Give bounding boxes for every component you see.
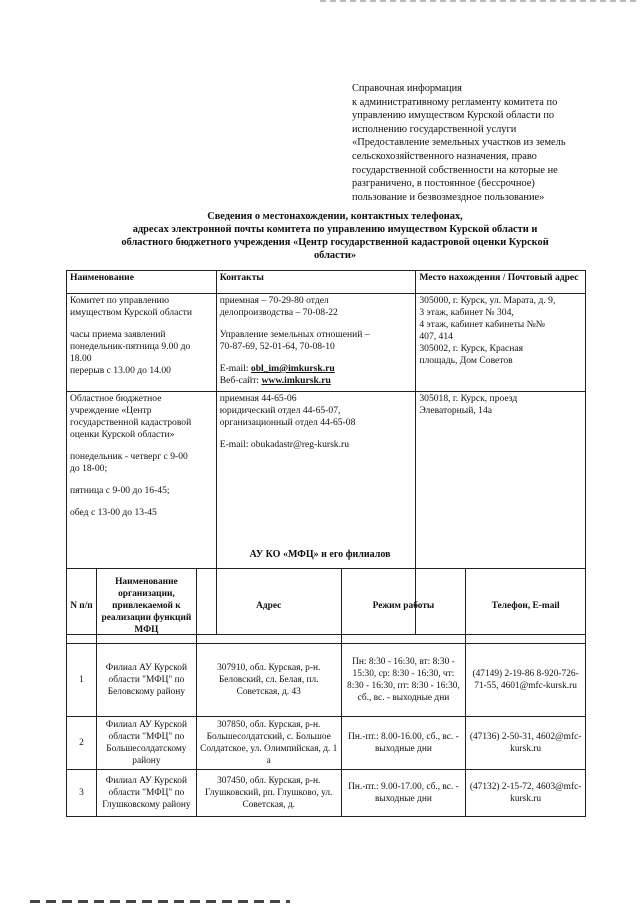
ref-line: разграничено, в постоянное (бессрочное) xyxy=(352,178,535,190)
header-phone: Телефон, E-mail xyxy=(466,569,586,644)
ref-line: государственной собственности на которые не xyxy=(352,164,558,176)
scan-artifact-top xyxy=(320,0,640,2)
institution-email[interactable]: E-mail: obukadastr@reg-kursk.ru xyxy=(219,439,349,450)
mfc-subtitle: АУ КО «МФЦ» и его филиалов xyxy=(249,549,391,560)
title-line: адресах электронной почты комитета по управлению имуществом Курской области и xyxy=(132,224,538,235)
table-row: 3 Филиал АУ Курской области "МФЦ" по Глушковскому району 307450, обл. Курская, р-н. Глушковский, рп. Глушково, ул. Советская, д. Пн.-пт.: 9.00-17.00, сб., вс. - выходные дни (47132) 2-15-72, 4603@mfc-kursk.ru xyxy=(67,770,586,817)
ref-line: пользование и безвозмездное пользование» xyxy=(352,191,545,203)
table-row: 1 Филиал АУ Курской области "МФЦ" по Беловскому району 307910, обл. Курская, р-н. Беловский, сл. Белая, пл. Советская, д. 43 Пн: 8:30 - 16:30, вт: 8:30 - 15:30, ср: 8:30 - 16:30, чт: 8:30 - 16:30, пт: 8:30 - 16:30, сб., вс. - выходные дни (47149) 2-19-86 8-920-726-71-55, 4601@mfc-kursk.ru xyxy=(67,644,586,717)
header-name: Наименование xyxy=(67,271,217,294)
header-address: Место нахождения / Почтовый адрес xyxy=(416,271,586,294)
committee-website-link[interactable]: www.imkursk.ru xyxy=(261,375,331,386)
document-title xyxy=(100,210,570,262)
ref-line: Справочная информация xyxy=(352,83,462,94)
ref-line: «Предоставление земельных участков из земель xyxy=(352,137,566,149)
mfc-table xyxy=(66,568,586,817)
reference-info xyxy=(352,82,612,204)
header-organization: Наименование организации, привлекаемой к реализации функций МФЦ xyxy=(96,569,196,644)
committee-name-cell: Комитет по управлению имуществом Курской области часы приема заявлений понедельник-пятница 9.00 до 18.00 перерыв с 13.00 до 14.00 xyxy=(67,294,217,392)
committee-address-cell: 305000, г. Курск, ул. Марата, д. 9, 3 этаж, кабинет № 304, 4 этаж, кабинет кабинеты №№ 407, 414 305002, г. Курск, Красная площадь, Дом Советов xyxy=(416,294,586,392)
ref-line: к административному регламенту комитета по xyxy=(352,96,558,108)
header-address: Адрес xyxy=(196,569,341,644)
institution-contacts-cell: приемная 44-65-06 юридический отдел 44-65-07, организационный отдел 44-65-08 E-mail: obukadastr@reg-kursk.ru xyxy=(216,392,416,635)
committee-contacts-cell: приемная – 70-29-80 отдел делопроизводства – 70-08-22 Управление земельных отношений – 70-87-69, 52-01-64, 70-08-10 E-mail: obl_im@imkursk.ru Веб-сайт: www.imkursk.ru xyxy=(216,294,416,392)
title-line: области» xyxy=(313,250,357,261)
header-number: N п/п xyxy=(67,569,97,644)
ref-line: исполнению государственной услуги xyxy=(352,123,517,135)
committee-email-link[interactable]: obl_im@imkursk.ru xyxy=(250,363,335,374)
institution-name-cell: Областное бюджетное учреждение «Центр государственной кадастровой оценки Курской области» понедельник - четверг с 9-00 до 18-00; пятница с 9-00 до 16-45; обед с 13-00 до 13-45 xyxy=(67,392,217,635)
ref-line: управлению имуществом Курской области по xyxy=(352,110,555,122)
ref-line: сельскохозяйственного назначения, право xyxy=(352,150,537,162)
title-line: Сведения о местонахождении, контактных телефонах, xyxy=(207,211,463,222)
table-row xyxy=(67,294,586,392)
scan-artifact-bottom xyxy=(30,900,290,903)
table-row: 2 Филиал АУ Курской области "МФЦ" по Большесолдатскому району 307850, обл. Курская, р-н. Большесолдатский, с. Большое Солдатское, ул. Олимпийская, д. 1 а Пн.-пт.: 8.00-16.00, сб., вс. - выходные дни (47136) 2-50-31, 4602@mfc-kursk.ru xyxy=(67,717,586,770)
header-contacts: Контакты xyxy=(216,271,416,294)
header-hours: Режим работы xyxy=(341,569,466,644)
institution-address-cell: 305018, г. Курск, проезд Элеваторный, 14а xyxy=(416,392,586,635)
title-line: областного бюджетного учреждения «Центр государственной кадастровой оценки Курской xyxy=(121,237,549,248)
